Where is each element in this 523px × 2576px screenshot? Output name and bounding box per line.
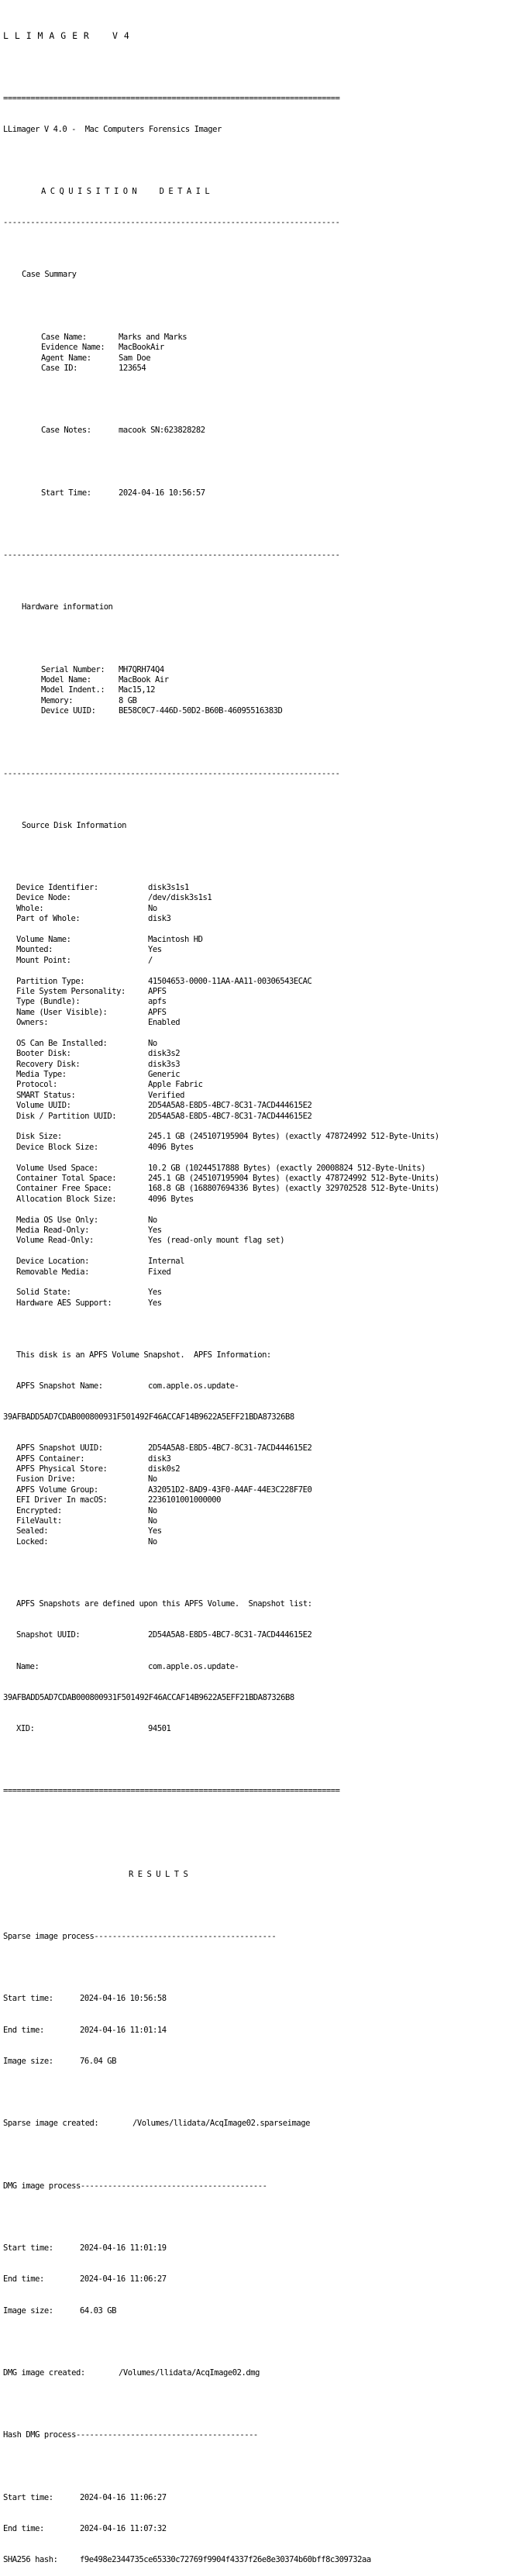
field-label: Name: — [16, 1661, 40, 1671]
field-value: MacBookAir — [119, 343, 164, 353]
double-rule: ========================================================================== — [3, 1786, 340, 1796]
field-value: 2D54A5A8-E8D5-4BC7-8C31-7ACD444615E2 — [148, 1630, 312, 1640]
field-label: Case Notes: — [41, 426, 91, 436]
field-value: No — [148, 1038, 157, 1048]
field-row — [3, 1164, 523, 1174]
field-value: com.apple.os.update- — [148, 1661, 239, 1671]
field-label: SMART Status: — [16, 1090, 76, 1100]
field-value: /Volumes/llidata/AcqImage02.dmg — [119, 2367, 260, 2378]
acquisition-heading: A C Q U I S I T I O N D E T A I L — [41, 187, 210, 197]
field-row — [3, 1112, 523, 1122]
field-row — [3, 1516, 523, 1526]
field-value: 4096 Bytes — [148, 1142, 194, 1152]
hardware-heading: Hardware information — [22, 602, 113, 612]
source-disk-fields — [3, 883, 523, 1319]
field-value: 2D54A5A8-E8D5-4BC7-8C31-7ACD444615E2 — [148, 1443, 312, 1454]
field-label: Name (User Visible): — [16, 1007, 108, 1017]
sparse-size-row — [3, 2057, 523, 2067]
field-value: /Volumes/llidata/AcqImage02.sparseimage — [132, 2119, 310, 2129]
field-label: Media Read-Only: — [16, 1225, 89, 1235]
field-label: Protocol: — [16, 1080, 57, 1090]
field-label: Partition Type: — [16, 976, 85, 986]
field-value: 2024-04-16 11:01:19 — [80, 2243, 167, 2254]
field-label: FileVault: — [16, 1516, 62, 1526]
field-value: 123654 — [119, 364, 146, 374]
field-value: 2024-04-16 10:56:57 — [119, 488, 205, 498]
field-value: 76.04 GB — [80, 2056, 116, 2066]
field-label: Media OS Use Only: — [16, 1215, 98, 1225]
field-value: APFS — [148, 986, 167, 996]
field-label: Removable Media: — [16, 1267, 89, 1277]
field-row — [3, 1443, 523, 1454]
field-value: Mac15,12 — [119, 685, 155, 695]
field-row — [3, 1008, 523, 1018]
field-label: Locked: — [16, 1536, 49, 1547]
single-rule: -------------------------------------------------------------------------- — [3, 550, 340, 560]
sparse-created-row — [3, 2119, 523, 2129]
field-value: No — [148, 1474, 157, 1485]
field-label: Disk / Partition UUID: — [16, 1111, 117, 1121]
field-label: Mount Point: — [16, 955, 71, 965]
field-value: disk3 — [148, 914, 171, 924]
field-row — [3, 706, 523, 716]
field-row — [3, 1506, 523, 1516]
field-value: MacBook Air — [119, 675, 169, 685]
field-row — [3, 343, 523, 353]
field-value: disk3s1s1 — [148, 883, 189, 893]
field-label: Memory: — [41, 695, 74, 705]
double-rule: ========================================================================== — [3, 93, 340, 103]
field-label: Part of Whole: — [16, 914, 81, 924]
xid-row — [3, 1724, 523, 1734]
field-label: Allocation Block Size: — [16, 1194, 117, 1204]
field-value: 2D54A5A8-E8D5-4BC7-8C31-7ACD444615E2 — [148, 1111, 312, 1121]
field-value: APFS — [148, 1007, 167, 1017]
apfs-intro: This disk is an APFS Volume Snapshot. APFS Information: — [16, 1350, 271, 1360]
sparse-end-row — [3, 2026, 523, 2036]
field-value: Yes — [148, 1526, 162, 1536]
field-row — [3, 945, 523, 955]
field-value: 245.1 GB (245107195904 Bytes) (exactly 478724992 512-Byte-Units) — [148, 1174, 439, 1183]
field-value: Yes (read-only mount flag set) — [148, 1236, 285, 1246]
report-document — [3, 0, 523, 2576]
field-label: Mounted: — [16, 945, 53, 955]
field-row — [3, 1039, 523, 1049]
field-value: MH7QRH74Q4 — [119, 664, 164, 674]
hash-process-line: Hash DMG process---------------------------------------- — [3, 2430, 258, 2440]
results-heading: R E S U L T S — [129, 1869, 188, 1879]
source-disk-heading: Source Disk Information — [22, 820, 127, 830]
field-label: Volume UUID: — [16, 1101, 71, 1111]
sparse-start-row — [3, 1994, 523, 2004]
field-label: Sealed: — [16, 1526, 49, 1536]
dmg-end-row — [3, 2274, 523, 2285]
field-value: Internal — [148, 1257, 184, 1267]
field-value: disk3s2 — [148, 1049, 181, 1059]
field-row — [3, 1537, 523, 1547]
field-label: Serial Number: — [41, 664, 105, 674]
field-row — [3, 935, 523, 945]
field-label: Image size: — [3, 2056, 53, 2066]
field-value: Yes — [148, 945, 162, 955]
field-label: Snapshot UUID: — [16, 1630, 81, 1640]
field-label: Volume Read-Only: — [16, 1236, 94, 1246]
field-label: End time: — [3, 2025, 44, 2035]
field-label: Device Block Size: — [16, 1142, 98, 1152]
sparse-process-line: Sparse image process---------------------------------------- — [3, 1932, 277, 1942]
field-label: Fusion Drive: — [16, 1474, 76, 1485]
field-label: Encrypted: — [16, 1505, 62, 1516]
field-row — [3, 1049, 523, 1059]
field-label: Container Free Space: — [16, 1184, 112, 1194]
dmg-start-row — [3, 2243, 523, 2254]
field-label: EFI Driver In macOS: — [16, 1495, 108, 1505]
field-row — [3, 675, 523, 685]
field-label: Case Name: — [41, 332, 87, 342]
field-value: 8 GB — [119, 695, 137, 705]
field-value: Yes — [148, 1225, 162, 1235]
field-value: macook SN:623828282 — [119, 426, 205, 436]
field-label: Evidence Name: — [41, 343, 105, 353]
field-value: /dev/disk3s1s1 — [148, 893, 212, 903]
field-row — [3, 1526, 523, 1536]
field-value: No — [148, 1505, 157, 1516]
case-notes-row — [3, 426, 523, 436]
apfs-fields — [3, 1443, 523, 1547]
field-row — [3, 893, 523, 903]
snapshot-uuid-row — [3, 1630, 523, 1640]
field-label: End time: — [3, 2523, 44, 2533]
hash-value-row — [3, 2555, 523, 2565]
field-label: Device Identifier: — [16, 883, 98, 893]
dmg-size-row — [3, 2306, 523, 2316]
hash-end-row — [3, 2524, 523, 2534]
field-row — [3, 977, 523, 987]
field-label: File System Personality: — [16, 986, 126, 996]
field-label: End time: — [3, 2274, 44, 2285]
case-summary-fields — [3, 333, 523, 374]
snapshots-intro: APFS Snapshots are defined upon this APFS Volume. Snapshot list: — [16, 1599, 312, 1609]
field-value: Sam Doe — [119, 353, 151, 363]
field-row — [3, 1454, 523, 1464]
field-row — [3, 1132, 523, 1142]
field-label: APFS Snapshot UUID: — [16, 1443, 103, 1454]
field-label: Device Location: — [16, 1257, 89, 1267]
start-time-row — [3, 488, 523, 498]
field-row — [3, 1101, 523, 1111]
field-row — [3, 1464, 523, 1474]
field-label: Container Total Space: — [16, 1174, 117, 1183]
field-label: Model Name: — [41, 675, 91, 685]
field-value: apfs — [148, 997, 167, 1007]
field-row — [3, 364, 523, 374]
field-label: Start Time: — [41, 488, 91, 498]
field-row — [3, 914, 523, 924]
field-value: No — [148, 1536, 157, 1547]
field-label: APFS Physical Store: — [16, 1464, 108, 1474]
field-label: Sparse image created: — [3, 2119, 99, 2129]
field-label: Booter Disk: — [16, 1049, 71, 1059]
field-row — [3, 1216, 523, 1226]
field-label: SHA256 hash: — [3, 2555, 58, 2565]
field-value: com.apple.os.update- — [148, 1381, 239, 1391]
field-value: 4096 Bytes — [148, 1194, 194, 1204]
field-value: f9e498e2344735ce65330c72769f9904f4337f26e8e30374b60bff8c309732aa — [80, 2555, 371, 2565]
field-value: disk3 — [148, 1454, 171, 1464]
field-label: Type (Bundle): — [16, 997, 81, 1007]
single-rule: -------------------------------------------------------------------------- — [3, 768, 340, 778]
field-row — [3, 1091, 523, 1101]
field-label: Volume Name: — [16, 935, 71, 945]
field-row — [3, 1070, 523, 1080]
field-row — [3, 333, 523, 343]
field-label: Owners: — [16, 1018, 49, 1028]
single-rule: -------------------------------------------------------------------------- — [3, 218, 340, 228]
field-row — [3, 1485, 523, 1495]
field-value: 2024-04-16 11:06:27 — [80, 2492, 167, 2502]
field-row — [3, 1018, 523, 1028]
field-label: XID: — [16, 1724, 35, 1734]
field-label: DMG image created: — [3, 2367, 85, 2378]
field-value: Yes — [148, 1298, 162, 1308]
field-value: 168.8 GB (168807694336 Bytes) (exactly 329702528 512-Byte-Units) — [148, 1184, 439, 1194]
field-label: APFS Volume Group: — [16, 1485, 98, 1495]
field-label: OS Can Be Installed: — [16, 1038, 108, 1048]
field-row — [3, 1474, 523, 1485]
field-label: Start time: — [3, 1994, 53, 2004]
field-row — [3, 1236, 523, 1246]
field-row — [3, 1267, 523, 1278]
field-value: 2236101001000000 — [148, 1495, 221, 1505]
field-row — [3, 997, 523, 1007]
field-value: No — [148, 1516, 157, 1526]
field-value: 2024-04-16 11:07:32 — [80, 2523, 167, 2533]
field-value: Verified — [148, 1090, 184, 1100]
field-value: BE58C0C7-446D-50D2-B60B-46095516383D — [119, 706, 283, 716]
hash-start-row — [3, 2493, 523, 2503]
field-row — [3, 883, 523, 893]
field-value: 2024-04-16 11:06:27 — [80, 2274, 167, 2285]
snapshot-name-row — [3, 1662, 523, 1672]
field-value: Apple Fabric — [148, 1080, 203, 1090]
field-label: Device UUID: — [41, 706, 96, 716]
field-row — [3, 1080, 523, 1090]
dmg-created-row — [3, 2368, 523, 2378]
hardware-fields — [3, 665, 523, 717]
apfs-snapshot-name-cont: 39AFBADD5AD7CDAB000800931F501492F46ACCAF14B9622A5EFF21BDA87326B8 — [3, 1412, 294, 1422]
field-row — [3, 1495, 523, 1505]
field-row — [3, 1143, 523, 1153]
field-row — [3, 1257, 523, 1267]
field-value: Fixed — [148, 1267, 171, 1277]
field-value: Generic — [148, 1070, 181, 1080]
field-value: No — [148, 903, 157, 913]
report-subtitle: LLimager V 4.0 - Mac Computers Forensics Imager — [3, 124, 222, 134]
field-value: Enabled — [148, 1018, 181, 1028]
field-label: Image size: — [3, 2305, 53, 2316]
field-label: Solid State: — [16, 1288, 71, 1298]
field-value: 2024-04-16 11:01:14 — [80, 2025, 167, 2035]
field-row — [3, 1288, 523, 1298]
field-label: Disk Size: — [16, 1132, 62, 1142]
field-value: 94501 — [148, 1724, 171, 1734]
field-label: Volume Used Space: — [16, 1163, 98, 1173]
field-row — [3, 1184, 523, 1194]
field-value: 64.03 GB — [80, 2305, 116, 2316]
field-row — [3, 353, 523, 364]
field-label: Case ID: — [41, 364, 77, 374]
field-row — [3, 1060, 523, 1070]
dmg-process-line: DMG image process----------------------------------------- — [3, 2181, 267, 2191]
field-label: Whole: — [16, 903, 44, 913]
field-row — [3, 685, 523, 695]
field-row — [3, 696, 523, 706]
snapshot-name-cont: 39AFBADD5AD7CDAB000800931F501492F46ACCAF14B9622A5EFF21BDA87326B8 — [3, 1692, 294, 1702]
field-value: 2024-04-16 10:56:58 — [80, 1994, 167, 2004]
field-label: Start time: — [3, 2243, 53, 2254]
field-label: Device Node: — [16, 893, 71, 903]
apfs-snapshot-name-row — [3, 1381, 523, 1391]
field-row — [3, 1226, 523, 1236]
case-summary-heading: Case Summary — [22, 270, 77, 280]
field-row — [3, 1298, 523, 1309]
field-row — [3, 904, 523, 914]
field-value: No — [148, 1215, 157, 1225]
field-row — [3, 987, 523, 997]
field-label: Model Indent.: — [41, 685, 105, 695]
field-value: disk3s3 — [148, 1059, 181, 1069]
field-value: 41504653-0000-11AA-AA11-00306543ECAC — [148, 976, 312, 986]
field-value: disk0s2 — [148, 1464, 181, 1474]
field-value: 2D54A5A8-E8D5-4BC7-8C31-7ACD444615E2 — [148, 1101, 312, 1111]
field-label: Media Type: — [16, 1070, 67, 1080]
field-row — [3, 665, 523, 675]
field-label: APFS Snapshot Name: — [16, 1381, 103, 1391]
field-label: Recovery Disk: — [16, 1059, 81, 1069]
field-row — [3, 1195, 523, 1205]
field-label: Start time: — [3, 2492, 53, 2502]
field-label: Hardware AES Support: — [16, 1298, 112, 1308]
field-value: A32051D2-8AD9-43F0-A4AF-44E3C228F7E0 — [148, 1485, 312, 1495]
field-label: Agent Name: — [41, 353, 91, 363]
field-value: Yes — [148, 1288, 162, 1298]
report-title: L L I M A G E R V 4 — [3, 30, 130, 42]
field-value: 245.1 GB (245107195904 Bytes) (exactly 478724992 512-Byte-Units) — [148, 1132, 439, 1142]
field-label: APFS Container: — [16, 1454, 85, 1464]
field-value: Macintosh HD — [148, 935, 203, 945]
field-value: Marks and Marks — [119, 332, 188, 342]
field-value: 10.2 GB (10244517888 Bytes) (exactly 20008824 512-Byte-Units) — [148, 1163, 426, 1173]
field-value: / — [148, 955, 153, 965]
field-row — [3, 956, 523, 966]
field-row — [3, 1174, 523, 1184]
